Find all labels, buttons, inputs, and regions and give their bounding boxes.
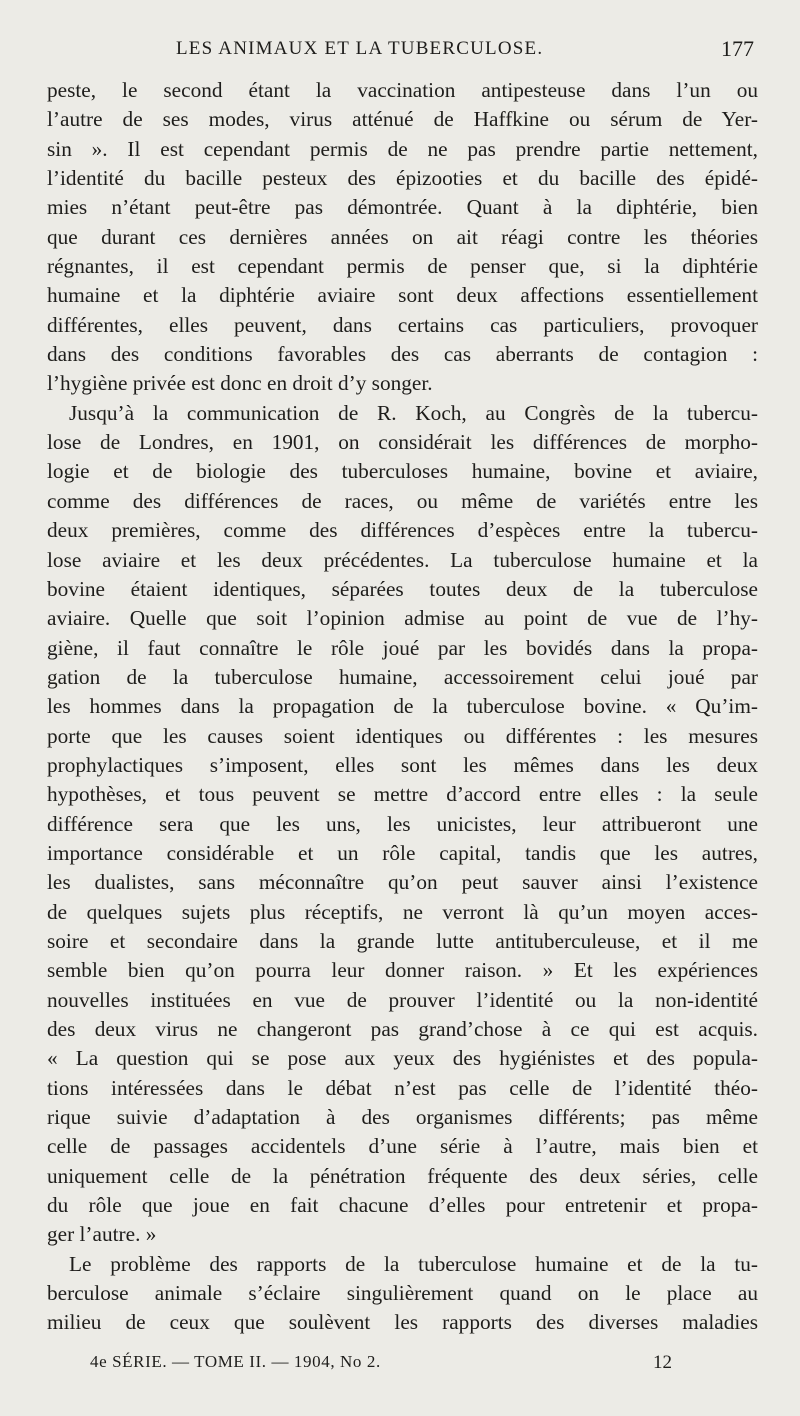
paragraph-start-line: Jusqu’à la communication de R. Koch, au Congrès de la tubercu- xyxy=(69,400,758,425)
text-line: celle de passages accidentels d’une série à l’autre, mais bien et xyxy=(47,1134,758,1159)
text-line: hypothèses, et tous peuvent se mettre d’accord entre elles : la seule xyxy=(47,782,758,807)
running-title: LES ANIMAUX ET LA TUBERCULOSE. xyxy=(176,38,544,59)
printer-signature: 4e SÉRIE. — TOME II. — 1904, No 2. xyxy=(90,1352,381,1371)
text-line: différence sera que les uns, les unicistes, leur attribueront une xyxy=(47,811,758,836)
text-line: l’identité du bacille pesteux des épizooties et du bacille des épidé- xyxy=(47,166,758,191)
text-line: peste, le second étant la vaccination antipesteuse dans l’un ou xyxy=(47,78,758,102)
text-line: milieu de ceux que soulèvent les rapports des diverses maladies xyxy=(47,1310,758,1335)
text-line: ger l’autre. » xyxy=(47,1222,157,1247)
text-line: soire et secondaire dans la grande lutte antituberculeuse, et il me xyxy=(47,928,758,953)
text-line: porte que les causes soient identiques ou différentes : les mesures xyxy=(47,723,758,748)
text-line: giène, il faut connaître le rôle joué par les bovidés dans la propa- xyxy=(47,635,758,660)
text-line: uniquement celle de la pénétration fréquente des deux séries, celle xyxy=(47,1163,758,1188)
text-line: les hommes dans la propagation de la tuberculose bovine. « Qu’im- xyxy=(47,694,758,719)
text-line: importance considérable et un rôle capital, tandis que les autres, xyxy=(47,840,758,865)
text-line: prophylactiques s’imposent, elles sont les mêmes dans les deux xyxy=(47,752,758,777)
text-line: régnantes, il est cependant permis de penser que, si la diphtérie xyxy=(47,254,758,279)
text-line: logie et de biologie des tuberculoses humaine, bovine et aviaire, xyxy=(47,459,758,484)
text-line: lose aviaire et les deux précédentes. La tuberculose humaine et la xyxy=(47,547,758,572)
text-line: deux premières, comme des différences d’espèces entre la tubercu- xyxy=(47,518,758,543)
text-line: différentes, elles peuvent, dans certains cas particuliers, provoquer xyxy=(47,312,758,337)
page-header xyxy=(46,38,758,68)
text-line: les dualistes, sans méconnaître qu’on peut sauver ainsi l’existence xyxy=(47,870,758,895)
text-line: nouvelles instituées en vue de prouver l’identité ou la non-identité xyxy=(47,987,758,1012)
text-line: mies n’étant peut-être pas démontrée. Quant à la diphtérie, bien xyxy=(47,195,758,220)
text-line: du rôle que joue en fait chacune d’elles pour entretenir et propa- xyxy=(47,1193,758,1218)
text-line: comme des différences de races, ou même de variétés entre les xyxy=(47,488,758,513)
text-line: semble bien qu’on pourra leur donner raison. » Et les expériences xyxy=(47,958,758,983)
text-line: aviaire. Quelle que soit l’opinion admise au point de vue de l’hy- xyxy=(47,606,758,631)
text-line: lose de Londres, en 1901, on considérait les différences de morpho- xyxy=(47,430,758,455)
text-line: rique suivie d’adaptation à des organismes différents; pas même xyxy=(47,1105,758,1130)
page-footer xyxy=(46,1352,758,1382)
text-line: « La question qui se pose aux yeux des hygiénistes et des popula- xyxy=(47,1046,758,1071)
text-line: humaine et la diphtérie aviaire sont deux affections essentiellement xyxy=(47,283,758,308)
text-line: de quelques sujets plus réceptifs, ne verront là qu’un moyen acces- xyxy=(47,899,758,924)
text-line: sin ». Il est cependant permis de ne pas prendre partie nettement, xyxy=(47,136,758,161)
text-line: berculose animale s’éclaire singulièrement quand on le place au xyxy=(47,1281,758,1306)
text-line: des deux virus ne changeront pas grand’chose à ce qui est acquis. xyxy=(47,1017,758,1041)
text-line: que durant ces dernières années on ait réagi contre les théories xyxy=(47,224,758,249)
paragraph-start-line: Le problème des rapports de la tuberculose humaine et de la tu- xyxy=(69,1251,758,1276)
text-line: dans des conditions favorables des cas aberrants de contagion : xyxy=(47,342,758,367)
body-text xyxy=(47,76,758,1338)
text-line: l’autre de ses modes, virus atténué de Haffkine ou sérum de Yer- xyxy=(47,107,758,132)
sheet-number: 12 xyxy=(653,1352,672,1373)
page-number: 177 xyxy=(721,36,754,61)
text-line: gation de la tuberculose humaine, accessoirement celui joué par xyxy=(47,664,758,689)
text-line: tions intéressées dans le débat n’est pas celle de l’identité théo- xyxy=(47,1075,758,1100)
text-line: l’hygiène privée est donc en droit d’y songer. xyxy=(47,371,433,396)
text-line: bovine étaient identiques, séparées toutes deux de la tuberculose xyxy=(47,576,758,601)
